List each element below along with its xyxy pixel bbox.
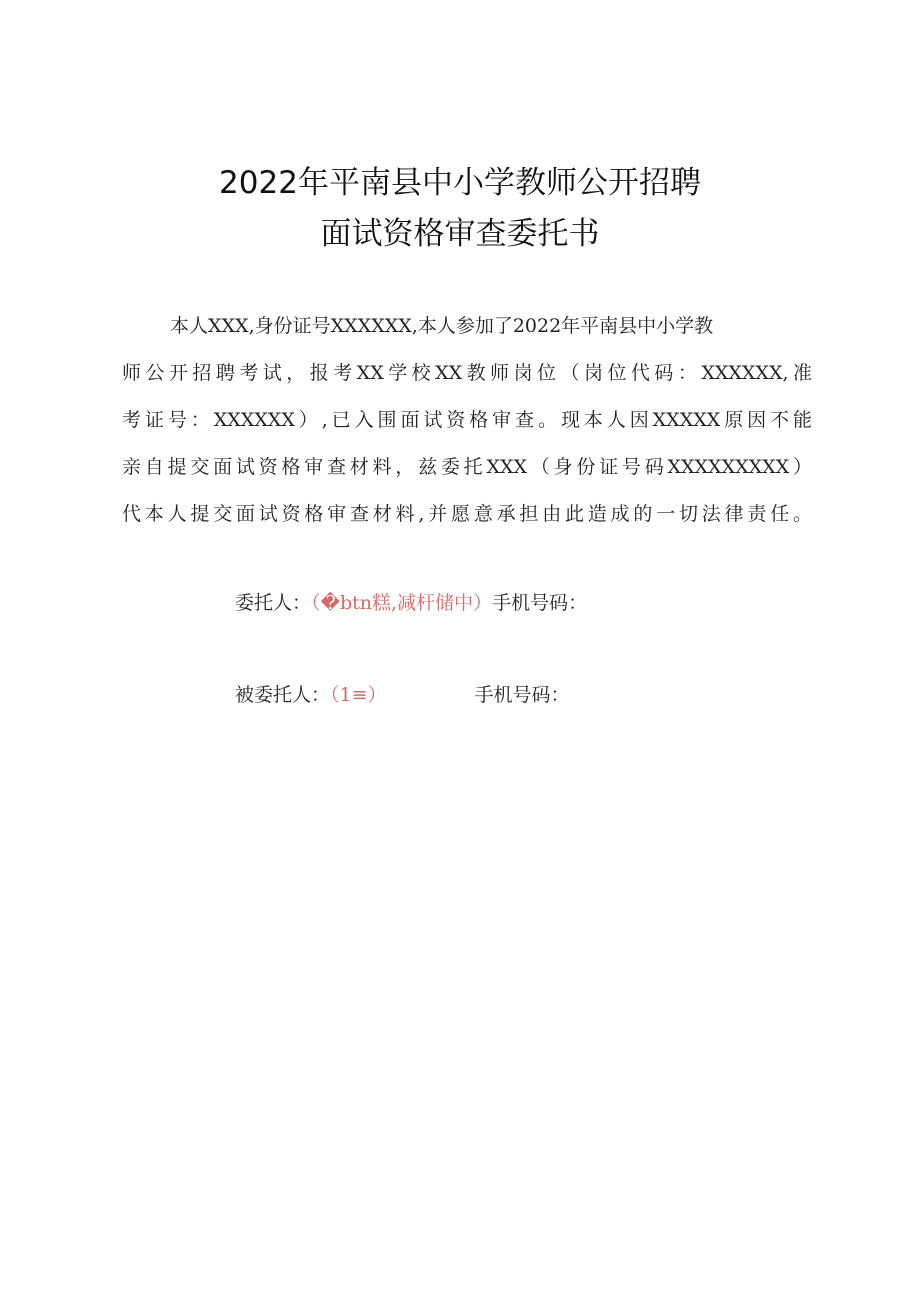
principal-stamp: （�btn糕,减杆储中） — [311, 592, 493, 614]
body-line-3: 考证号：XXXXXX）,已入围面试资格审查。现本人因XXXXX原因不能 — [122, 409, 812, 431]
body-line-4: 亲自提交面试资格审查材料，兹委托XXX（身份证号码XXXXXXXXX） — [122, 456, 812, 478]
agent-phone-label: 手机号码： — [474, 684, 570, 706]
agent-signature-row — [235, 680, 570, 710]
document-title-line-1: 2022年平南县中小学教师公开招聘 — [219, 165, 701, 201]
agent-stamp: （1≡） — [330, 684, 387, 706]
body-line-2: 师公开招聘考试，报考XX学校XX教师岗位（岗位代码：XXXXXX,准 — [122, 362, 812, 384]
body-line-5: 代本人提交面试资格审查材料,并愿意承担由此造成的一切法律责任。 — [122, 503, 812, 525]
agent-label: 被委托人： — [235, 684, 331, 706]
principal-label: 委托人： — [235, 592, 312, 614]
document-title-line-2: 面试资格审查委托书 — [320, 216, 600, 252]
body-line-1: 本人XXX,身份证号XXXXXX,本人参加了2022年平南县中小学教 — [170, 315, 714, 337]
principal-phone-label: 手机号码： — [492, 592, 588, 614]
principal-signature-row — [235, 588, 587, 618]
